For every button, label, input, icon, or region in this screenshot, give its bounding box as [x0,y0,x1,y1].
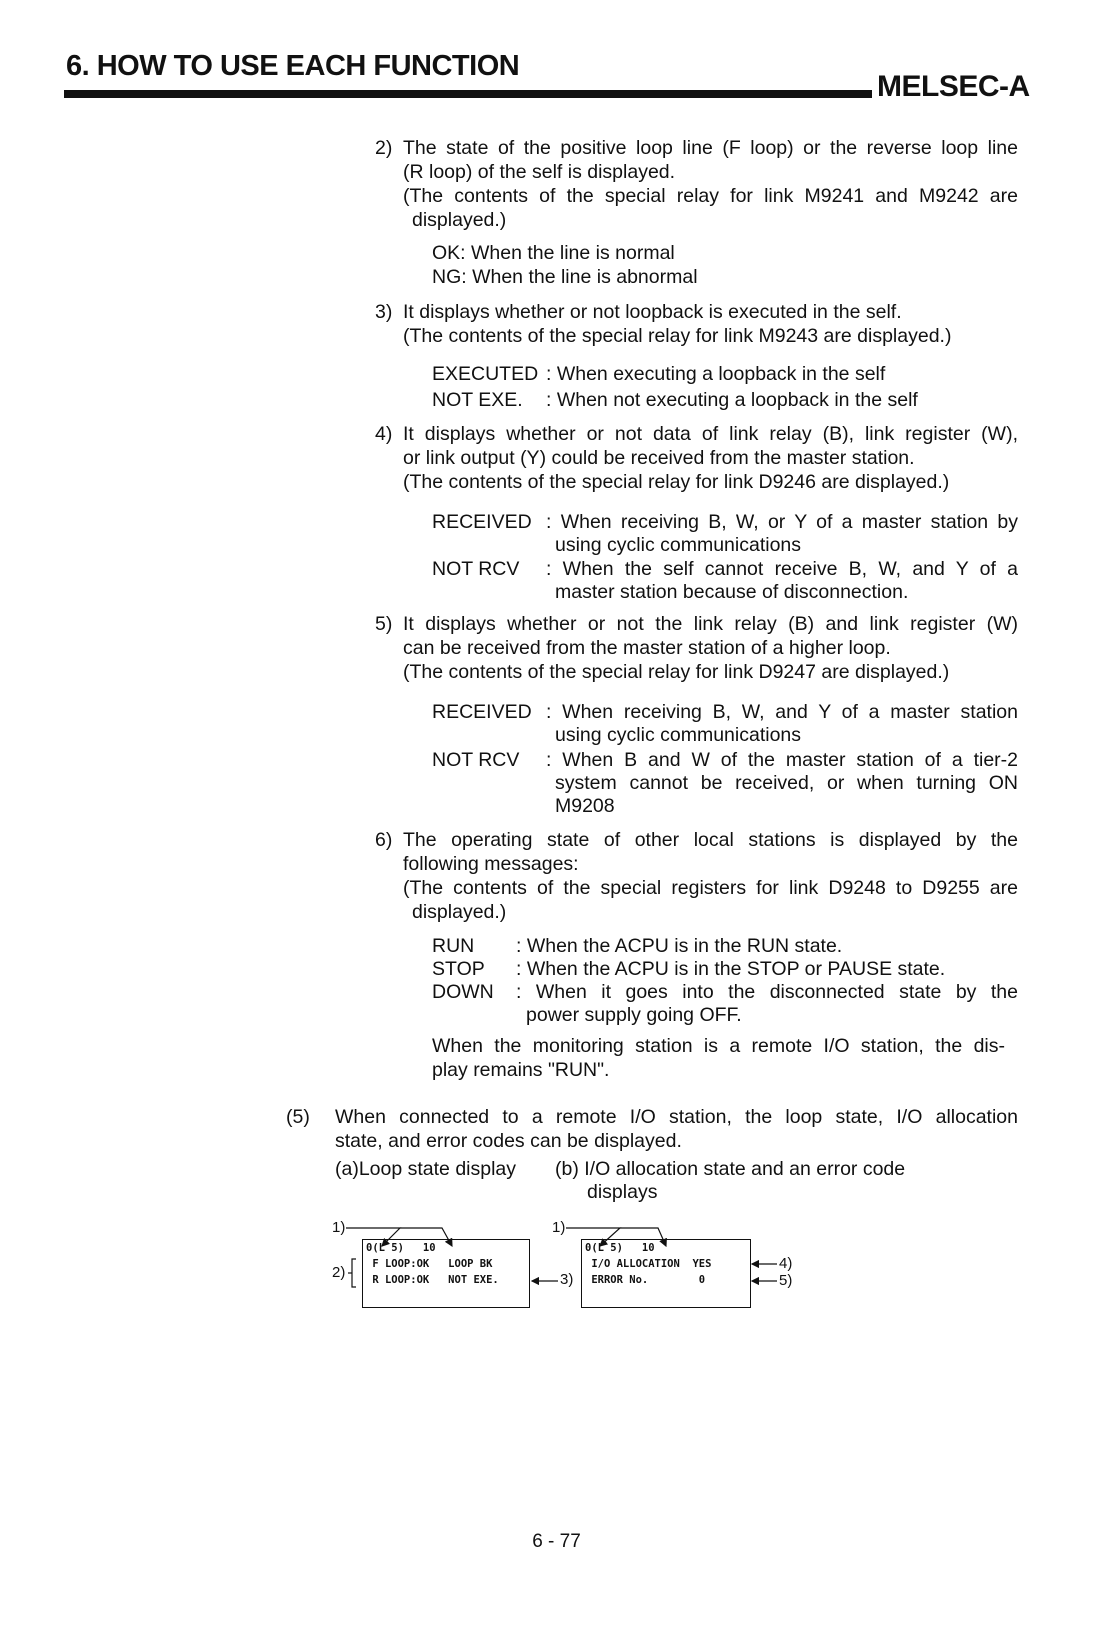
display-line: 0(L 5) 10 [585,1242,655,1254]
section-5-line: When connected to a remote I/O station, the loop state, I/O allocation [335,1106,1018,1128]
item-4-term: RECEIVED [432,511,532,533]
display-line: F LOOP:OK LOOP BK [366,1258,493,1270]
item-3-line: It displays whether or not loopback is executed in the self. [403,301,902,323]
section-5-line: state, and error codes can be displayed. [335,1130,682,1152]
page-number: 6 - 77 [532,1531,581,1552]
callout-label: 5) [779,1272,793,1289]
item-3-number: 3) [375,301,393,323]
brand-label: MELSEC-A [877,70,1030,103]
item-6-term: RUN [432,935,475,957]
item-2-ok-text: OK: When the line is normal [432,242,675,264]
item-6-line: displayed.) [412,901,507,923]
item-5-desc: M9208 [555,795,615,817]
section-5-number: (5) [286,1106,310,1128]
item-3-line: (The contents of the special relay for link M9243 are displayed.) [403,325,952,347]
item-5-term: RECEIVED [432,701,532,723]
item-5-desc: : When B and W of the master station of a tier-2 [546,749,1018,771]
item-5-line: (The contents of the special relay for link D9247 are displayed.) [403,661,950,683]
item-5-number: 5) [375,613,393,635]
item-6-line: following messages: [403,853,579,875]
item-6-note: When the monitoring station is a remote I/O station, the dis- [432,1035,1005,1057]
display-line: R LOOP:OK NOT EXE. [366,1274,499,1286]
item-3-desc: : When not executing a loopback in the self [546,389,918,411]
item-4-desc: master station because of disconnection. [555,581,909,603]
chapter-title: 6. HOW TO USE EACH FUNCTION [66,50,520,82]
item-3-desc: : When executing a loopback in the self [546,363,886,385]
item-6-desc: : When the ACPU is in the RUN state. [516,935,843,957]
item-3-term: NOT EXE. [432,389,523,411]
item-6-desc: power supply going OFF. [526,1004,742,1026]
callout-label: 4) [779,1255,793,1272]
item-2-line: The state of the positive loop line (F loop) or the reverse loop line [403,137,1018,159]
item-4-term: NOT RCV [432,558,520,580]
callout-label: 2) [332,1264,346,1281]
item-4-number: 4) [375,423,393,445]
item-6-line: (The contents of the special registers for link D9248 to D9255 are [403,877,1018,899]
caption-b: displays [587,1181,658,1203]
caption-a: (a)Loop state display [335,1158,517,1180]
item-2-ng-text: NG: When the line is abnormal [432,266,698,288]
item-4-desc: using cyclic communications [555,534,802,556]
item-5-desc: using cyclic communications [555,724,802,746]
item-2-line: (The contents of the special relay for link M9241 and M9242 are [403,185,1018,207]
item-6-term: DOWN [432,981,494,1003]
item-6-note: play remains "RUN". [432,1059,610,1081]
item-5-desc: : When receiving B, W, and Y of a master station [546,701,1018,723]
item-6-desc: : When the ACPU is in the STOP or PAUSE state. [516,958,946,980]
callout-label: 1) [552,1219,566,1236]
display-line: ERROR No. 0 [585,1274,706,1286]
item-3-term: EXECUTED [432,363,539,385]
item-5-desc: system cannot be received, or when turning ON [555,772,1018,794]
item-5-line: can be received from the master station of a higher loop. [403,637,891,659]
item-5-line: It displays whether or not the link relay (B) and link register (W) [403,613,1018,635]
item-2-line: displayed.) [412,209,507,231]
item-5-term: NOT RCV [432,749,520,771]
item-6-term: STOP [432,958,485,980]
item-6-number: 6) [375,829,393,851]
item-2-number: 2) [375,137,393,159]
item-4-line: It displays whether or not data of link relay (B), link register (W), [403,423,1018,445]
item-4-line: (The contents of the special relay for link D9246 are displayed.) [403,471,950,493]
item-2-line: (R loop) of the self is displayed. [403,161,676,183]
item-4-desc: : When receiving B, W, or Y of a master station by [546,511,1018,533]
item-6-desc: : When it goes into the disconnected state by the [516,981,1018,1003]
item-4-line: or link output (Y) could be received from the master station. [403,447,915,469]
display-line: I/O ALLOCATION YES [585,1258,712,1270]
item-4-desc: : When the self cannot receive B, W, and Y of a [546,558,1018,580]
item-6-line: The operating state of other local stations is displayed by the [403,829,1018,851]
caption-b: (b) I/O allocation state and an error code [555,1158,906,1180]
callout-label: 1) [332,1219,346,1236]
callout-label: 3) [560,1271,574,1288]
display-line: 0(L 5) 10 [366,1242,436,1254]
